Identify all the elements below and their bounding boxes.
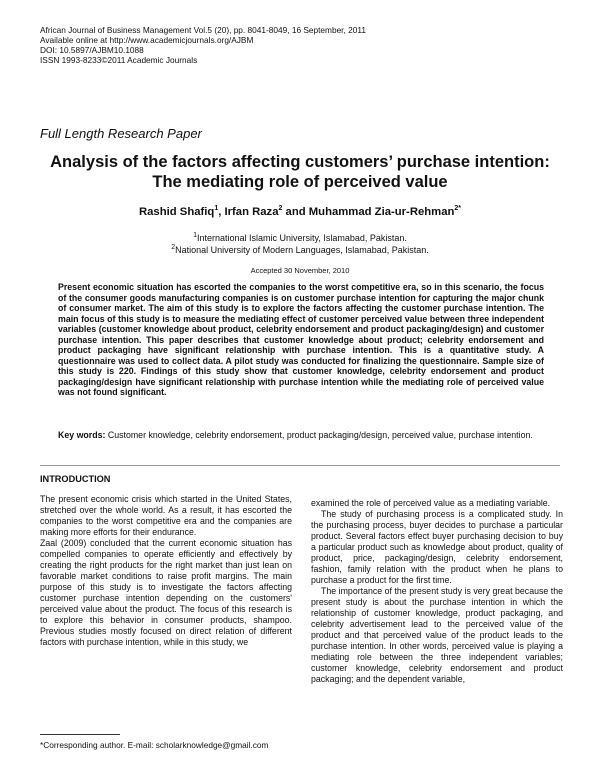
paragraph: Zaal (2009) concluded that the current economic situation has compelled companies to operate efficiently and effectively by creating the right products for the right market than just lean on favorable market conditions to raise profit margins. The main purpose of this study is to investigate the factors affecting customer purchase intention depending on the customers' perceived value about the product. The focus of this research is to explore this behavior in consumer products, shampoo. Previous studies mostly focused on direct relation of different factors with purchase intention, while in this study, we	[40, 538, 292, 647]
paragraph: The importance of the present study is very great because the present study is about the purchase intention in which the relationship of customer knowledge, product packaging, and celebrity advertisement lead to the perceived value of the product and that perceived value of the product leads to the purchase intention. In other words, perceived value is playing a mediating role between the three independent variables; customer knowledge, celebrity endorsement and product packaging; and the dependent variable,	[311, 586, 563, 684]
keywords-text: Customer knowledge, celebrity endorsement, product packaging/design, perceived value, purchase intention.	[105, 430, 533, 440]
journal-doi: DOI: 10.5897/AJBM10.1088	[40, 45, 144, 55]
affiliation-1-text: International Islamic University, Islamabad, Pakistan.	[196, 233, 407, 243]
author-2: , Irfan Raza	[218, 206, 279, 218]
keywords-label: Key words:	[58, 430, 106, 440]
abstract: Present economic situation has escorted the companies to the worst competitive era, so in this scenario, the focus of the consumer goods manufacturing companies is on customer purchase intention for capturing the major chunk of consumer market. The aim of this study is to explore the factors affecting the customer purchase intention. The main focus of this study is to measure the mediating effect of customer perceived value between three independent variables (customer knowledge about product, celebrity endorsement and product packaging/design) and customer purchase intention. This paper describes that customer knowledge about product; celebrity endorsement and product packaging have significant relationship with purchase intention. This is a quantitative study. A questionnaire was used to collect data. A pilot study was conducted for finalizing the questionnaire. Sample size of this study is 220. Findings of this study show that customer knowledge, celebrity endorsement and product packaging/design have significant relationship with purchase intention while the mediating role of perceived value was not found significant.	[58, 282, 544, 397]
author-3-sup: 2*	[454, 205, 462, 213]
journal-citation: African Journal of Business Management Vol.5 (20), pp. 8041-8049, 16 September, 2011	[40, 25, 366, 35]
affiliation-1-num: 1	[193, 232, 197, 239]
author-3: and Muhammad Zia-ur-Rehman	[282, 206, 455, 218]
author-1: Rashid Shafiq	[138, 206, 215, 218]
affiliation-2	[40, 244, 560, 256]
paper-type: Full Length Research Paper	[40, 126, 202, 141]
footnote-rule	[40, 734, 120, 735]
paper-title: Analysis of the factors affecting customers’ purchase intention: The mediating role of perceived value	[50, 153, 550, 191]
affiliations	[40, 232, 560, 256]
paragraph: examined the role of perceived value as a mediating variable.	[311, 498, 551, 508]
author-list	[40, 206, 560, 218]
affiliation-2-num: 2	[171, 244, 176, 251]
footnote: *Corresponding author. E-mail: scholarknowledge@gmail.com	[40, 740, 269, 750]
affiliation-1	[40, 232, 560, 244]
author-1-sup: 1	[214, 205, 219, 213]
column-right	[311, 498, 563, 685]
journal-header	[40, 25, 366, 65]
paragraph: The present economic crisis which started in the United States, stretched over the whole world. As a result, it has escorted the companies to the worst competitive era and the companies are making more efforts for their endurance.	[40, 494, 292, 537]
journal-issn: ISSN 1993-8233©2011 Academic Journals	[40, 55, 198, 65]
journal-url: Available online at http://www.academicjournals.org/AJBM	[40, 35, 254, 45]
author-2-sup: 2	[278, 205, 283, 213]
divider	[40, 465, 560, 466]
keywords	[58, 430, 544, 441]
paragraph: The study of purchasing process is a complicated study. In the purchasing process, buyer decides to purchase a particular product. Several factors effect buyer purchasing decision to buy a particular product such as knowledge about product, quality of product, price, packaging/design, celebrity endorsement, fashion, family relation with the product when he plans to purchase a product for the first time.	[311, 509, 563, 585]
section-heading: INTRODUCTION	[40, 474, 111, 484]
accepted-date: Accepted 30 November, 2010	[250, 266, 350, 275]
affiliation-2-text: National University of Modern Languages, Islamabad, Pakistan.	[175, 245, 429, 255]
column-left	[40, 494, 292, 648]
